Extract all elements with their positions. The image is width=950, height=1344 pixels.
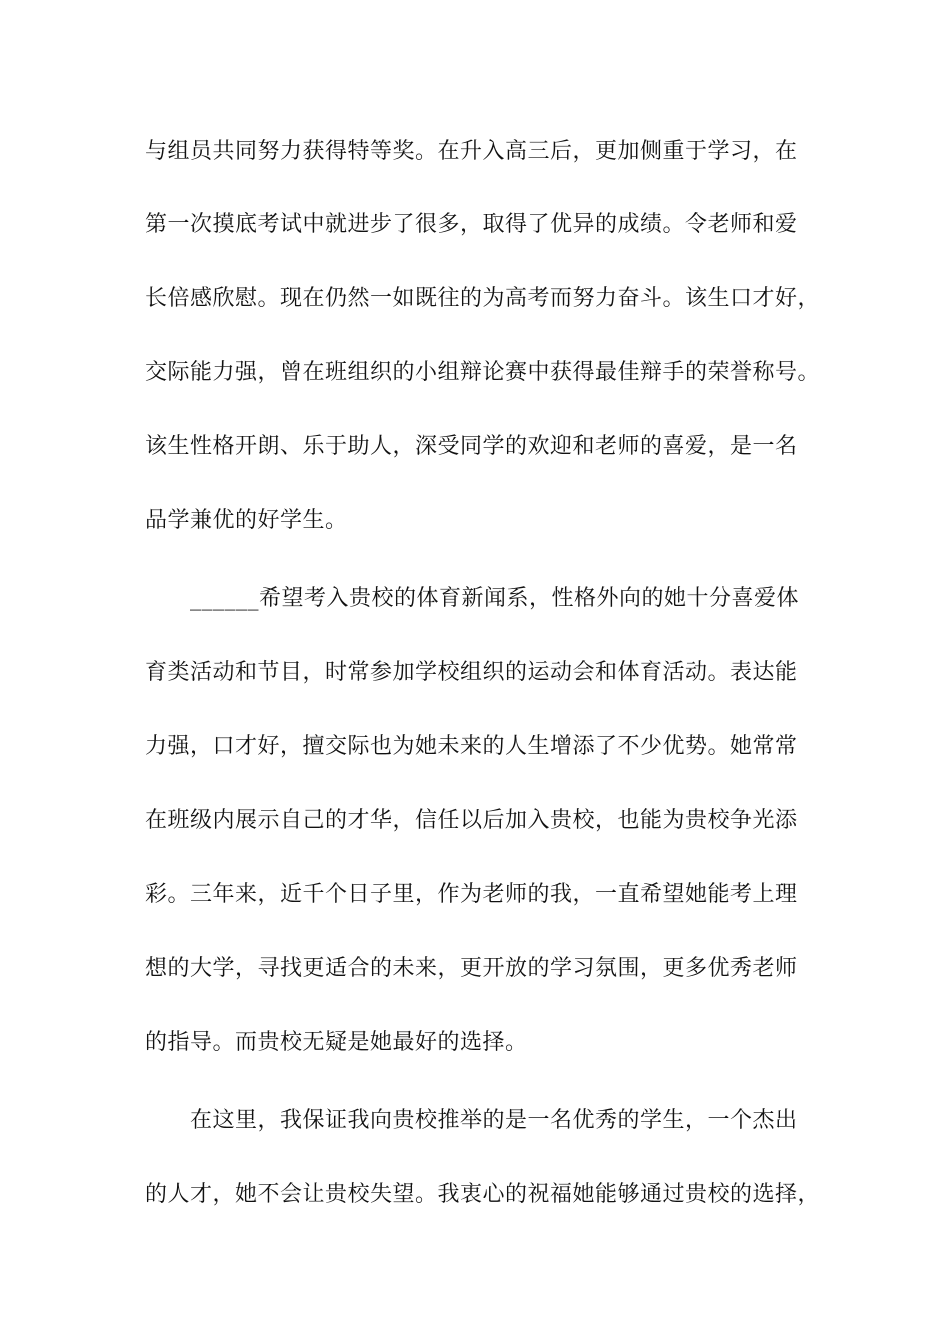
text-line: 品学兼优的好学生。 (145, 508, 348, 533)
text-line: 与组员共同努力获得特等奖。在升入高三后，更加侧重于学习，在 (145, 139, 798, 164)
text-line: 第一次摸底考试中就进步了很多，取得了优异的成绩。令老师和爱 (145, 212, 798, 237)
text-line: 长倍感欣慰。现在仍然一如既往的为高考而努力奋斗。该生口才好， (145, 286, 821, 311)
text-line: 力强，口才好，擅交际也为她未来的人生增添了不少优势。她常常 (145, 734, 798, 759)
paragraph-start-line: ______希望考入贵校的体育新闻系，性格外向的她十分喜爱体 (190, 586, 800, 611)
text-line: 的指导。而贵校无疑是她最好的选择。 (145, 1030, 528, 1055)
text-line: 交际能力强，曾在班组织的小组辩论赛中获得最佳辩手的荣誉称号。 (145, 360, 821, 385)
text-line: 想的大学，寻找更适合的未来，更开放的学习氛围，更多优秀老师 (145, 956, 798, 981)
text-line: 该生性格开朗、乐于助人，深受同学的欢迎和老师的喜爱，是一名 (145, 434, 798, 459)
text-line: 育类活动和节目，时常参加学校组织的运动会和体育活动。表达能 (145, 660, 798, 685)
text-line: 的人才，她不会让贵校失望。我衷心的祝福她能够通过贵校的选择， (145, 1182, 821, 1207)
text-line: 在班级内展示自己的才华，信任以后加入贵校，也能为贵校争光添 (145, 808, 798, 833)
text-line: 彩。三年来，近千个日子里，作为老师的我，一直希望她能考上理 (145, 882, 798, 907)
paragraph-start-line: 在这里，我保证我向贵校推举的是一名优秀的学生，一个杰出 (190, 1108, 798, 1133)
